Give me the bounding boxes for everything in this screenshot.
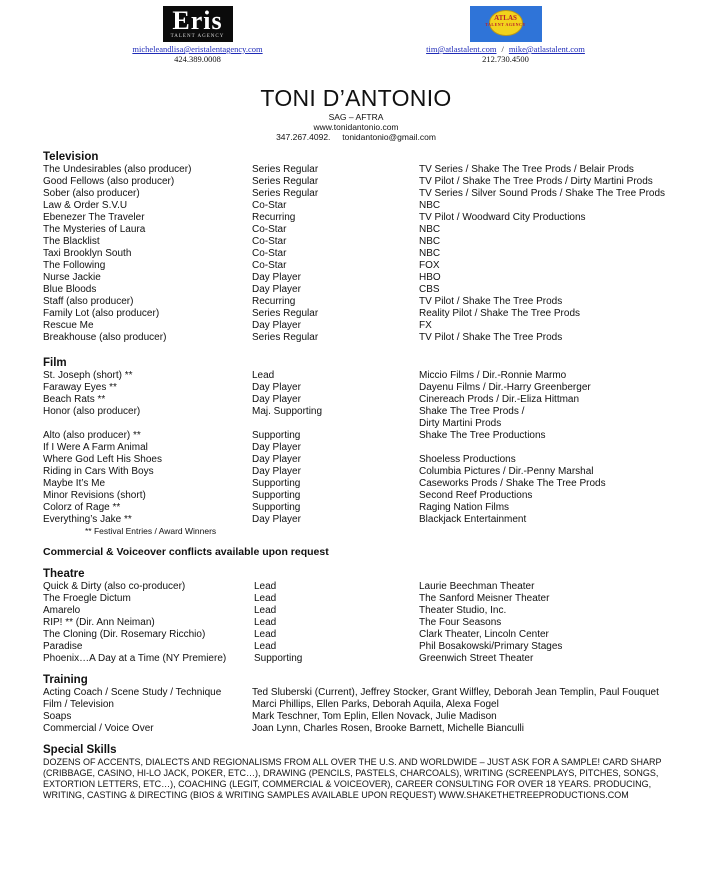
- theatre-credits: [43, 581, 703, 665]
- credit-row: [43, 308, 703, 320]
- credit-role: Maj. Supporting: [252, 406, 323, 417]
- credit-row: [43, 641, 703, 653]
- credit-title: Staff (also producer): [43, 296, 134, 307]
- credit-row: [43, 430, 703, 442]
- credit-role: Co-Star: [252, 200, 287, 211]
- credit-venue: Laurie Beechman Theater: [419, 581, 535, 592]
- credit-title: The Blacklist: [43, 236, 100, 247]
- credit-role: Day Player: [252, 394, 301, 405]
- special-skills-text: DOZENS OF ACCENTS, DIALECTS AND REGIONALISMS FROM ALL OVER THE U.S. AND WORLDWIDE – JUST ASK FOR A SAMPLE! CARD SHARP (CRIBBAGE, CASINO, HI-LO JACK, POKER, ETC…), DRAWING (PENCILS, PASTELS, CHARCOALS), WRITING (SCREENPLAYS, PITCHES, SONGS, EXTORTION LETTERS, ETC…), COACHING (LEGIT, COMMERCIAL & VOICEOVER), CAREER CONSULTING FOR OVER 18 YEARS. PRODUCING, WRITING, CASTING & DIRECTING (BIOS & WRITING SAMPLES AVAILABLE UPON REQUEST) WWW.SHAKETHETREEPRODUCTIONS.COM: [43, 757, 662, 800]
- credit-row: [43, 605, 703, 617]
- training-row: [43, 711, 703, 723]
- credit-row: [43, 490, 703, 502]
- credit-company: NBC: [419, 224, 441, 235]
- credit-row: [43, 454, 703, 466]
- credit-company: TV Pilot / Shake The Tree Prods: [419, 332, 563, 343]
- training-category: Film / Television: [43, 699, 114, 710]
- eris-logo-subtext: TALENT AGENCY: [170, 34, 225, 39]
- credit-row: [43, 406, 703, 418]
- credit-role: Day Player: [252, 284, 301, 295]
- atlas-logo: [470, 6, 542, 42]
- credit-venue: Clark Theater, Lincoln Center: [419, 629, 549, 640]
- credit-role: Series Regular: [252, 308, 319, 319]
- credit-role: Lead: [254, 605, 277, 616]
- credit-title: The Following: [43, 260, 106, 271]
- credit-role: Co-Star: [252, 224, 287, 235]
- credit-row: [43, 260, 703, 272]
- credit-title: Breakhouse (also producer): [43, 332, 167, 343]
- credit-company: NBC: [419, 236, 441, 247]
- credit-role: Day Player: [252, 514, 301, 525]
- agency-eris: [120, 6, 275, 64]
- training-teachers: Marci Phillips, Ellen Parks, Deborah Aquila, Alexa Fogel: [252, 699, 499, 710]
- credit-row: [43, 514, 703, 526]
- credit-title: Riding in Cars With Boys: [43, 466, 154, 477]
- credit-title: Nurse Jackie: [43, 272, 101, 283]
- credit-title: The Mysteries of Laura: [43, 224, 146, 235]
- training-teachers: Mark Teschner, Tom Eplin, Ellen Novack, Julie Madison: [252, 711, 497, 722]
- credit-title: Paradise: [43, 641, 83, 652]
- credit-company: Blackjack Entertainment: [419, 514, 527, 525]
- credit-title: Amarelo: [43, 605, 81, 616]
- credit-row: [43, 188, 703, 200]
- commercial-conflicts-note: Commercial & Voiceover conflicts available upon request: [43, 546, 329, 558]
- training-teachers: Joan Lynn, Charles Rosen, Brooke Barnett, Michelle Bianculli: [252, 723, 524, 734]
- credit-company: NBC: [419, 200, 441, 211]
- credit-row: [43, 164, 703, 176]
- credit-company: FOX: [419, 260, 440, 271]
- eris-logo-text: Eris: [172, 6, 223, 35]
- agency-atlas: [408, 6, 603, 64]
- credit-role: Supporting: [252, 430, 301, 441]
- training-teachers: Ted Sluberski (Current), Jeffrey Stocker, Grant Wilfley, Deborah Jean Templin, Paul Fouquet: [252, 687, 659, 698]
- credit-title: Blue Bloods: [43, 284, 97, 295]
- credit-company: TV Pilot / Woodward City Productions: [419, 212, 586, 223]
- credit-row: [43, 478, 703, 490]
- section-title-theatre: Theatre: [43, 568, 85, 580]
- credit-role: Supporting: [252, 502, 301, 513]
- credit-company: CBS: [419, 284, 440, 295]
- resume-header: [0, 84, 712, 142]
- credit-title: Sober (also producer): [43, 188, 140, 199]
- credit-title: The Undesirables (also producer): [43, 164, 192, 175]
- training-category: Commercial / Voice Over: [43, 723, 154, 734]
- credit-company: Dirty Martini Prods: [419, 418, 502, 429]
- credit-title: Taxi Brooklyn South: [43, 248, 132, 259]
- credit-title: Maybe It’s Me: [43, 478, 106, 489]
- credit-row: [43, 382, 703, 394]
- credit-role: Day Player: [252, 442, 301, 453]
- union-affiliation: SAG – AFTRA: [328, 112, 384, 122]
- credit-company: Caseworks Prods / Shake The Tree Prods: [419, 478, 606, 489]
- credit-company: Raging Nation Films: [419, 502, 510, 513]
- credit-row: [43, 272, 703, 284]
- television-credits: [43, 164, 703, 344]
- credit-row: [43, 212, 703, 224]
- credit-title: Good Fellows (also producer): [43, 176, 175, 187]
- credit-row: [43, 581, 703, 593]
- atlas-email-link-mike[interactable]: mike@atlastalent.com: [508, 44, 585, 54]
- atlas-phone: 212.730.4500: [482, 54, 529, 64]
- credit-title: The Froegle Dictum: [43, 593, 131, 604]
- credit-role: Series Regular: [252, 188, 319, 199]
- credit-row: [43, 370, 703, 382]
- credit-row: [43, 394, 703, 406]
- credit-company: HBO: [419, 272, 441, 283]
- credit-role: Day Player: [252, 272, 301, 283]
- credit-role: Series Regular: [252, 332, 319, 343]
- actor-website[interactable]: www.tonidantonio.com: [313, 122, 399, 132]
- credit-company: TV Pilot / Shake The Tree Prods: [419, 296, 563, 307]
- credit-role: Day Player: [252, 382, 301, 393]
- credit-row: [43, 332, 703, 344]
- credit-role: Supporting: [254, 653, 303, 664]
- credit-company: NBC: [419, 248, 441, 259]
- credit-company: TV Pilot / Shake The Tree Prods / Dirty Martini Prods: [419, 176, 653, 187]
- credit-company: Dayenu Films / Dir.-Harry Greenberger: [419, 382, 591, 393]
- credit-role: Day Player: [252, 466, 301, 477]
- credit-role: Lead: [254, 593, 277, 604]
- credit-row: [43, 653, 703, 665]
- email-separator: /: [501, 44, 504, 54]
- actor-name: TONI D’ANTONIO: [260, 85, 452, 111]
- credit-row: [43, 617, 703, 629]
- section-title-special-skills: Special Skills: [43, 744, 117, 756]
- credit-title: Faraway Eyes **: [43, 382, 117, 393]
- eris-logo: [163, 6, 233, 42]
- credit-row: [43, 442, 703, 454]
- credit-title: Family Lot (also producer): [43, 308, 160, 319]
- training-list: [43, 687, 703, 735]
- credit-title: The Cloning (Dir. Rosemary Ricchio): [43, 629, 206, 640]
- credit-title: If I Were A Farm Animal: [43, 442, 148, 453]
- credit-company: Second Reef Productions: [419, 490, 533, 501]
- credit-company: Cinereach Prods / Dir.-Eliza Hittman: [419, 394, 580, 405]
- credit-role: Lead: [254, 629, 277, 640]
- training-row: [43, 687, 703, 699]
- credit-title: Law & Order S.V.U: [43, 200, 128, 211]
- credit-row: [43, 593, 703, 605]
- credit-role: Supporting: [252, 490, 301, 501]
- credit-venue: The Sanford Meisner Theater: [419, 593, 550, 604]
- atlas-logo-text: ATLAS: [494, 14, 517, 22]
- credit-row: [43, 176, 703, 188]
- section-title-television: Television: [43, 151, 99, 163]
- credit-role: Supporting: [252, 478, 301, 489]
- credit-role: Day Player: [252, 454, 301, 465]
- training-row: [43, 723, 703, 735]
- credit-role: Lead: [254, 581, 277, 592]
- credit-company: Shoeless Productions: [419, 454, 516, 465]
- credit-title: Minor Revisions (short): [43, 490, 146, 501]
- credit-row: [43, 236, 703, 248]
- credit-role: Lead: [252, 370, 275, 381]
- credit-company: Shake The Tree Productions: [419, 430, 546, 441]
- credit-role: Co-Star: [252, 236, 287, 247]
- credit-company: FX: [419, 320, 432, 331]
- credit-row: [43, 502, 703, 514]
- credit-role: Lead: [254, 641, 277, 652]
- eris-phone: 424.389.0008: [174, 54, 221, 64]
- credit-title: Alto (also producer) **: [43, 430, 141, 441]
- credit-title: RIP! ** (Dir. Ann Neiman): [43, 617, 155, 628]
- credit-venue: The Four Seasons: [419, 617, 502, 628]
- credit-title: Rescue Me: [43, 320, 94, 331]
- credit-company: TV Series / Shake The Tree Prods / Belair Prods: [419, 164, 634, 175]
- credit-title: Colorz of Rage **: [43, 502, 121, 513]
- film-credits: [43, 370, 703, 526]
- credit-role: Recurring: [252, 212, 296, 223]
- credit-company: Reality Pilot / Shake The Tree Prods: [419, 308, 581, 319]
- credit-role: Co-Star: [252, 260, 287, 271]
- credit-row: [43, 418, 703, 430]
- credit-row: [43, 466, 703, 478]
- credit-title: St. Joseph (short) **: [43, 370, 133, 381]
- atlas-logo-subtext: TALENT AGENCY: [485, 22, 526, 27]
- credit-venue: Theater Studio, Inc.: [419, 605, 507, 616]
- credit-venue: Greenwich Street Theater: [419, 653, 534, 664]
- section-title-training: Training: [43, 674, 88, 686]
- credit-company: Shake The Tree Prods /: [419, 406, 525, 417]
- credit-row: [43, 320, 703, 332]
- credit-role: Day Player: [252, 320, 301, 331]
- training-category: Soaps: [43, 711, 72, 722]
- atlas-email-link-tim[interactable]: tim@atlastalent.com: [426, 44, 497, 54]
- credit-role: Co-Star: [252, 248, 287, 259]
- credit-title: Where God Left His Shoes: [43, 454, 162, 465]
- festival-footnote: ** Festival Entries / Award Winners: [85, 526, 217, 536]
- credit-title: Beach Rats **: [43, 394, 106, 405]
- credit-row: [43, 248, 703, 260]
- training-category: Acting Coach / Scene Study / Technique: [43, 687, 222, 698]
- credit-title: Ebenezer The Traveler: [43, 212, 145, 223]
- credit-title: Quick & Dirty (also co-producer): [43, 581, 186, 592]
- credit-company: Miccio Films / Dir.-Ronnie Marmo: [419, 370, 567, 381]
- credit-row: [43, 296, 703, 308]
- credit-role: Series Regular: [252, 176, 319, 187]
- credit-row: [43, 284, 703, 296]
- credit-row: [43, 224, 703, 236]
- eris-email-link[interactable]: micheleandlisa@eristalentagency.com: [132, 44, 263, 54]
- credit-title: Everything’s Jake **: [43, 514, 132, 525]
- credit-venue: Phil Bosakowski/Primary Stages: [419, 641, 563, 652]
- training-row: [43, 699, 703, 711]
- actor-contact: 347.267.4092. tonidantonio@gmail.com: [276, 132, 436, 142]
- credit-company: TV Series / Silver Sound Prods / Shake The Tree Prods: [419, 188, 666, 199]
- credit-role: Lead: [254, 617, 277, 628]
- credit-row: [43, 200, 703, 212]
- credit-role: Recurring: [252, 296, 296, 307]
- section-title-film: Film: [43, 357, 67, 369]
- resume-content: [43, 150, 703, 801]
- credit-title: Honor (also producer): [43, 406, 141, 417]
- credit-title: Phoenix…A Day at a Time (NY Premiere): [43, 653, 227, 664]
- credit-company: Columbia Pictures / Dir.-Penny Marshal: [419, 466, 594, 477]
- credit-row: [43, 629, 703, 641]
- credit-role: Series Regular: [252, 164, 319, 175]
